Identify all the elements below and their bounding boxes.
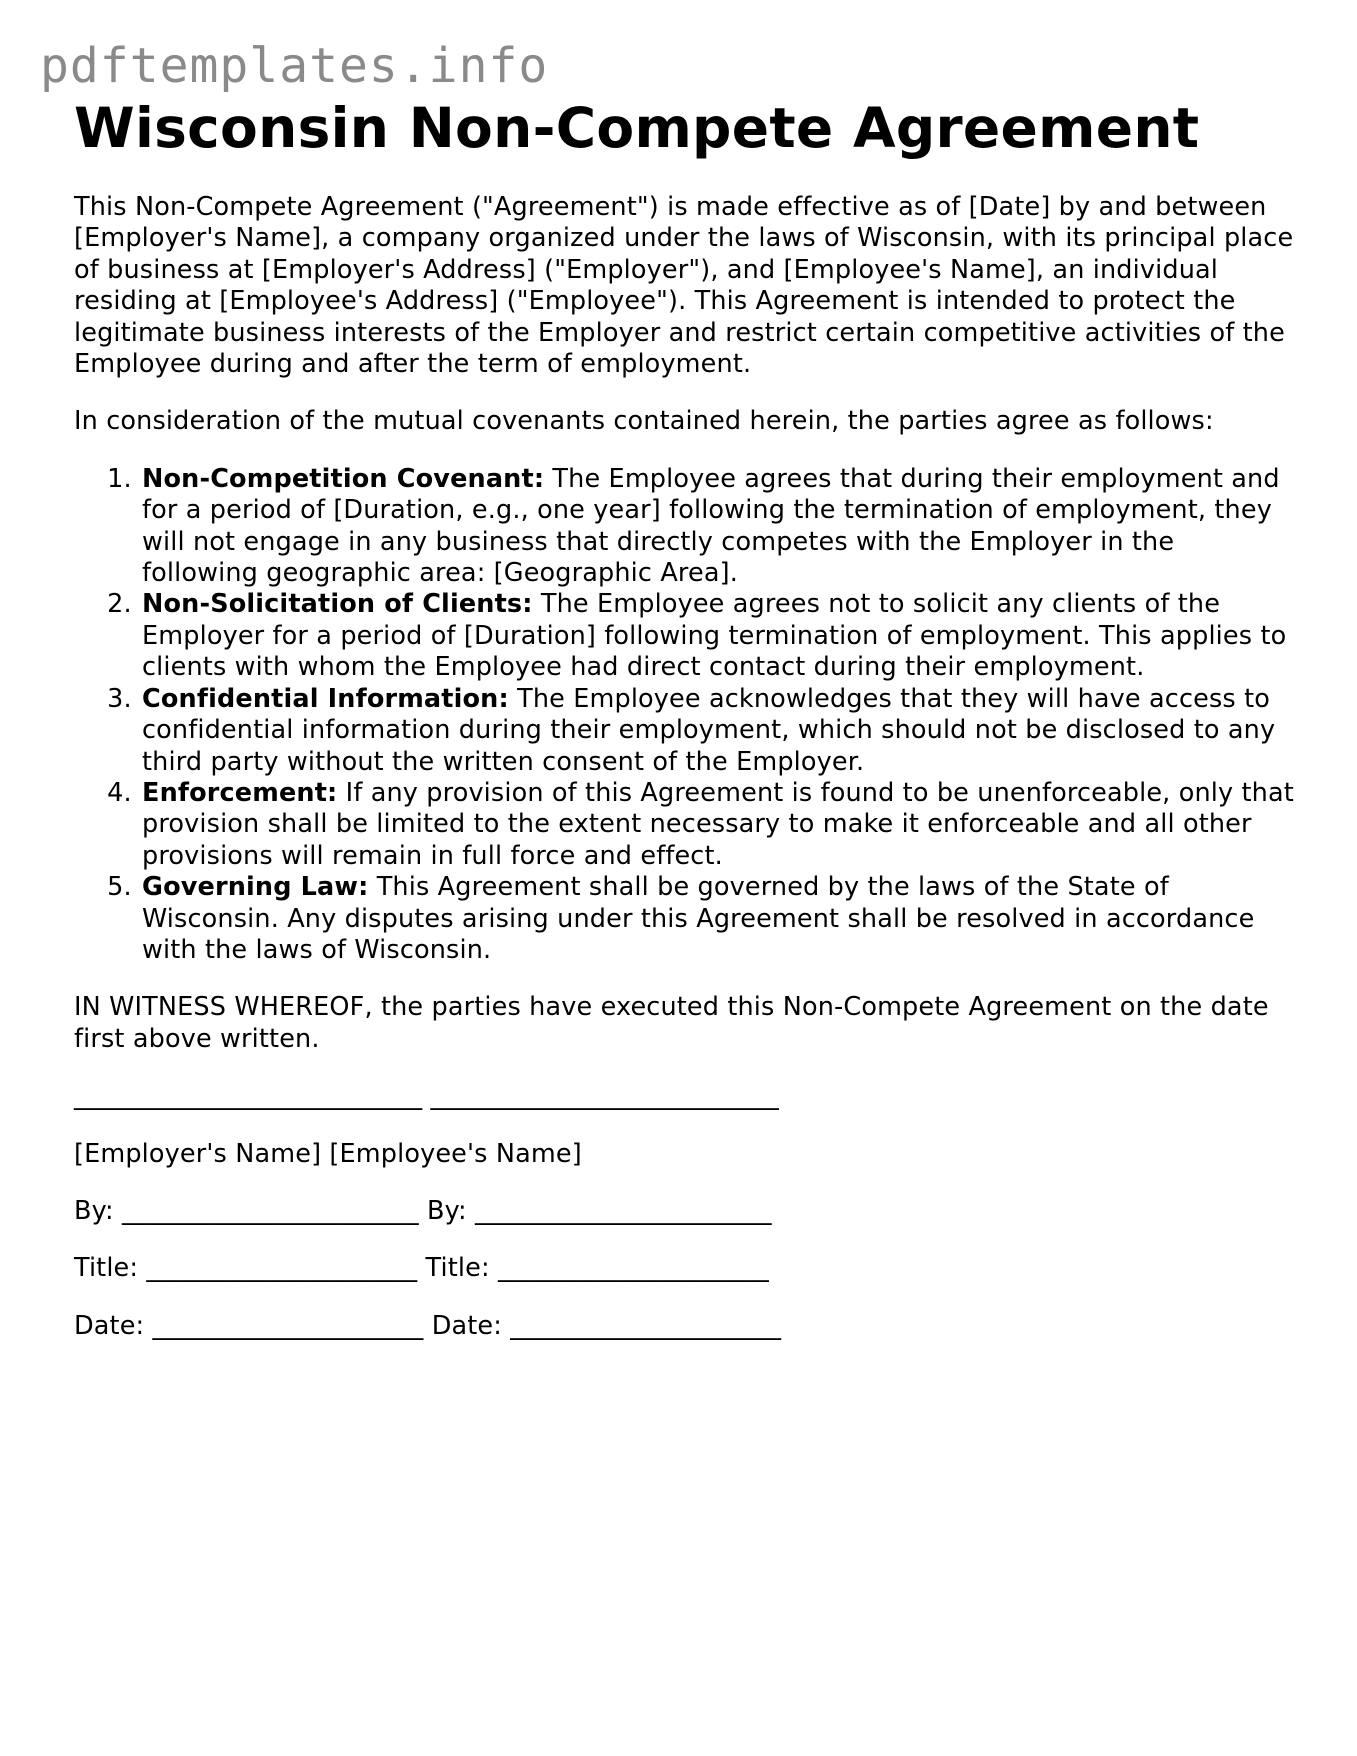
signature-line: ___________________________ ___________________________ <box>74 1081 779 1112</box>
clause-heading: Enforcement: <box>142 777 338 808</box>
witness-paragraph: IN WITNESS WHEREOF, the parties have executed this Non-Compete Agreement on the date first above written. <box>74 992 1269 1054</box>
watermark: pdftemplates.info <box>40 38 549 94</box>
title-line: Title: _____________________ Title: _____________________ <box>74 1253 769 1284</box>
clause-text: The Employee agrees that during their employment and for a period of [Duration, e.g., one year] following the termination of employment, they will not engage in any business that directly competes with the Employer in the following geographic area: [Geographic Area]. <box>142 463 1280 589</box>
date-line: Date: _____________________ Date: _____________________ <box>74 1310 782 1341</box>
document-title: Wisconsin Non-Compete Agreement <box>74 96 1200 160</box>
clause-text: The Employee acknowledges that they will have access to confidential information during their employment, which should not be disclosed to any third party without the written consent of the Employer. <box>142 683 1276 777</box>
document-page <box>74 96 1294 1342</box>
clause-item <box>140 872 1294 966</box>
clause-item <box>140 684 1294 778</box>
clause-list <box>74 464 1294 967</box>
clause-text: The Employee agrees not to solicit any clients of the Employer for a period of [Duration] following termination of employment. This applies to clients with whom the Employee had direct contact during their employment. <box>142 589 1287 683</box>
intro-paragraph: This Non-Compete Agreement ("Agreement") is made effective as of [Date] by and between [Employer's Name], a company organized under the laws of Wisconsin, with its principal place of business at [Employer's Address] ("Employer"), and [Employee's Name], an individual residing at [Employee's Address] ("Employee"). This Agreement is intended to protect the legitimate business interests of the Employer and restrict certain competitive activities of the Employee during and after the term of employment. <box>74 192 1294 380</box>
party-names-line: [Employer's Name] [Employee's Name] <box>74 1138 582 1169</box>
clause-text: This Agreement shall be governed by the laws of the State of Wisconsin. Any disputes arising under this Agreement shall be resolved in accordance with the laws of Wisconsin. <box>142 872 1255 965</box>
clause-heading: Non-Solicitation of Clients: <box>142 589 533 620</box>
document-body <box>74 192 1294 1342</box>
clause-text: If any provision of this Agreement is found to be unenforceable, only that provision shall be limited to the extent necessary to make it enforceable and all other provisions will remain in full force and effect. <box>142 777 1294 871</box>
clause-heading: Governing Law: <box>142 872 369 903</box>
clause-item <box>140 589 1294 683</box>
signature-block <box>74 1081 1294 1342</box>
by-line: By: _______________________ By: _______________________ <box>74 1195 772 1226</box>
consideration-paragraph: In consideration of the mutual covenants contained herein, the parties agree as follows: <box>74 406 1214 437</box>
clause-item <box>140 464 1294 590</box>
clause-heading: Confidential Information: <box>142 683 509 714</box>
clause-heading: Non-Competition Covenant: <box>142 463 545 494</box>
clause-item <box>140 778 1294 872</box>
